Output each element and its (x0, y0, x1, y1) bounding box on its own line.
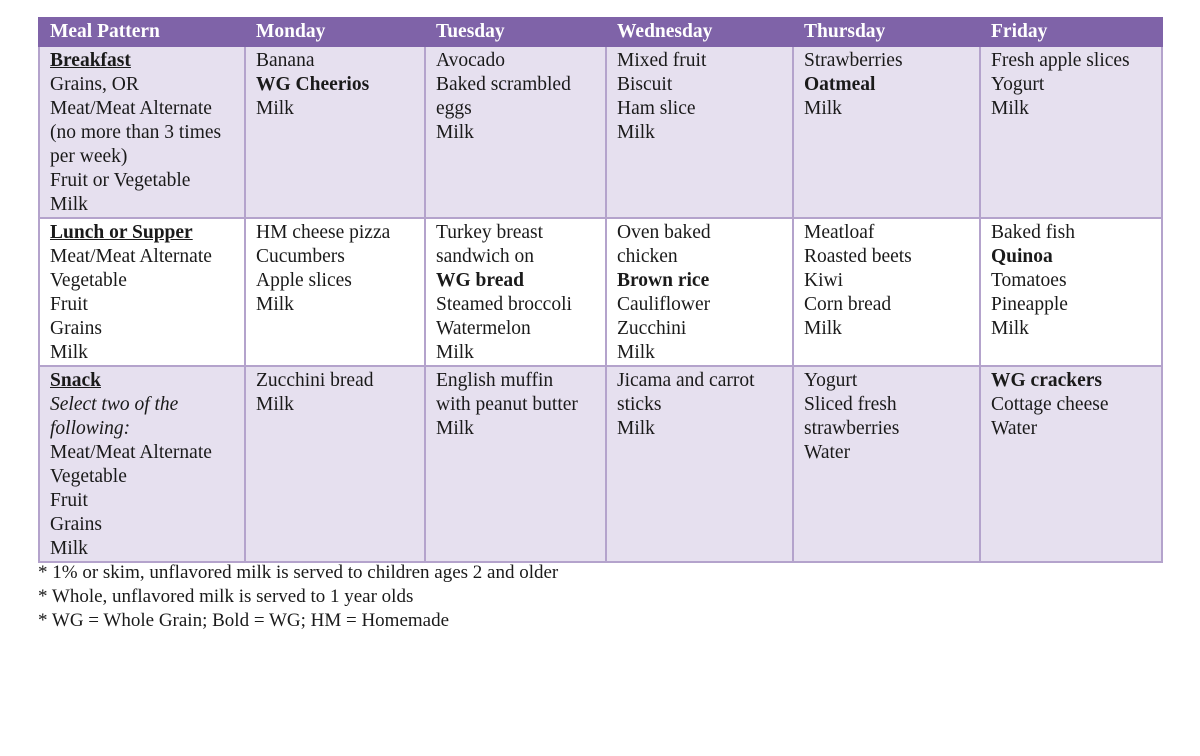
breakfast-friday-cell (980, 46, 1162, 218)
menu-item: WG Cheerios (256, 74, 370, 95)
breakfast-pattern-cell (39, 46, 245, 218)
lunch-tuesday-cell (425, 218, 606, 366)
header-meal-pattern: Meal Pattern (39, 18, 245, 46)
snack-tuesday-cell (425, 366, 606, 562)
snack-friday-cell (980, 366, 1162, 562)
menu-item: Apple slices (256, 270, 352, 291)
menu-item: Watermelon (436, 318, 531, 339)
meal-heading: Breakfast (50, 50, 131, 71)
header-row (39, 18, 1162, 46)
menu-item: Kiwi (804, 270, 843, 291)
menu-item: Milk (804, 98, 842, 119)
menu-item: Oven baked (617, 222, 711, 243)
menu-item: sticks (617, 394, 662, 415)
menu-item: Milk (50, 194, 88, 215)
menu-item: Milk (991, 98, 1029, 119)
menu-item: Baked scrambled (436, 74, 571, 95)
menu-item: strawberries (804, 418, 900, 439)
menu-item: eggs (436, 98, 472, 119)
menu-item: (no more than 3 times (50, 122, 222, 143)
menu-item: Milk (50, 538, 88, 559)
header-thursday: Thursday (793, 18, 980, 46)
lunch-wednesday-cell (606, 218, 793, 366)
menu-item: Corn bread (804, 294, 892, 315)
footnote-abbreviations: * WG = Whole Grain; Bold = WG; HM = Homemade (38, 610, 450, 631)
menu-item: Strawberries (804, 50, 903, 71)
menu-item: Tomatoes (991, 270, 1067, 291)
menu-item: Milk (256, 394, 294, 415)
menu-item: Milk (617, 122, 655, 143)
footnote-milk-ages: * 1% or skim, unflavored milk is served to children ages 2 and older (38, 562, 559, 583)
menu-item: Milk (256, 294, 294, 315)
menu-item: Grains (50, 514, 102, 535)
menu-item: Jicama and carrot (617, 370, 755, 391)
lunch-thursday-cell (793, 218, 980, 366)
menu-item: Milk (436, 418, 474, 439)
menu-item: English muffin (436, 370, 554, 391)
menu-item: Milk (50, 342, 88, 363)
menu-item: Cucumbers (256, 246, 345, 267)
lunch-pattern-cell (39, 218, 245, 366)
breakfast-row (39, 46, 1162, 218)
menu-item: Fruit (50, 490, 88, 511)
header-monday: Monday (245, 18, 425, 46)
lunch-monday-cell (245, 218, 425, 366)
menu-item: Meat/Meat Alternate (50, 98, 212, 119)
menu-item: Vegetable (50, 270, 127, 291)
menu-item: Meat/Meat Alternate (50, 442, 212, 463)
menu-item: Milk (617, 418, 655, 439)
menu-item: Grains, OR (50, 74, 139, 95)
menu-item: Vegetable (50, 466, 127, 487)
menu-item: Zucchini bread (256, 370, 374, 391)
footnote-whole-milk: * Whole, unflavored milk is served to 1 year olds (38, 586, 414, 607)
menu-item: Avocado (436, 50, 505, 71)
menu-item: Milk (804, 318, 842, 339)
snack-thursday-cell (793, 366, 980, 562)
header-tuesday: Tuesday (425, 18, 606, 46)
header-wednesday: Wednesday (606, 18, 793, 46)
menu-item: Oatmeal (804, 74, 876, 95)
header-friday: Friday (980, 18, 1162, 46)
menu-item: Meat/Meat Alternate (50, 246, 212, 267)
menu-item: Cauliflower (617, 294, 711, 315)
menu-item: Water (804, 442, 851, 463)
menu-item: Pineapple (991, 294, 1068, 315)
menu-item: Ham slice (617, 98, 696, 119)
menu-item: Milk (436, 122, 474, 143)
lunch-row (39, 218, 1162, 366)
snack-row (39, 366, 1162, 562)
menu-item: Milk (256, 98, 294, 119)
menu-item: Select two of the (50, 394, 179, 415)
breakfast-wednesday-cell (606, 46, 793, 218)
menu-item: Mixed fruit (617, 50, 707, 71)
menu-item: Meatloaf (804, 222, 875, 243)
menu-item: Fresh apple slices (991, 50, 1130, 71)
menu-item: Baked fish (991, 222, 1075, 243)
footnotes (38, 561, 558, 633)
menu-item: WG crackers (991, 370, 1103, 391)
snack-monday-cell (245, 366, 425, 562)
menu-table (38, 17, 1163, 563)
menu-item: sandwich on (436, 246, 535, 267)
menu-item: following: (50, 418, 131, 439)
breakfast-thursday-cell (793, 46, 980, 218)
menu-item: Zucchini (617, 318, 687, 339)
snack-wednesday-cell (606, 366, 793, 562)
menu-item: Brown rice (617, 270, 710, 291)
breakfast-monday-cell (245, 46, 425, 218)
menu-item: Fruit or Vegetable (50, 170, 191, 191)
lunch-friday-cell (980, 218, 1162, 366)
menu-item: Milk (617, 342, 655, 363)
meal-heading: Snack (50, 370, 101, 391)
menu-item: with peanut butter (436, 394, 578, 415)
menu-item: Cottage cheese (991, 394, 1109, 415)
menu-item: Roasted beets (804, 246, 912, 267)
menu-item: Milk (436, 342, 474, 363)
menu-item: Biscuit (617, 74, 673, 95)
menu-item: HM cheese pizza (256, 222, 391, 243)
menu-item: Sliced fresh (804, 394, 897, 415)
menu-item: Quinoa (991, 246, 1053, 267)
menu-item: Yogurt (804, 370, 858, 391)
menu-item: chicken (617, 246, 678, 267)
breakfast-tuesday-cell (425, 46, 606, 218)
menu-item: Turkey breast (436, 222, 544, 243)
menu-item: Banana (256, 50, 315, 71)
menu-item: Steamed broccoli (436, 294, 572, 315)
menu-item: per week) (50, 146, 128, 167)
menu-item: Yogurt (991, 74, 1045, 95)
meal-heading: Lunch or Supper (50, 222, 193, 243)
menu-item: Grains (50, 318, 102, 339)
menu-item: Fruit (50, 294, 88, 315)
menu-item: Milk (991, 318, 1029, 339)
menu-item: WG bread (436, 270, 524, 291)
snack-pattern-cell (39, 366, 245, 562)
menu-item: Water (991, 418, 1038, 439)
